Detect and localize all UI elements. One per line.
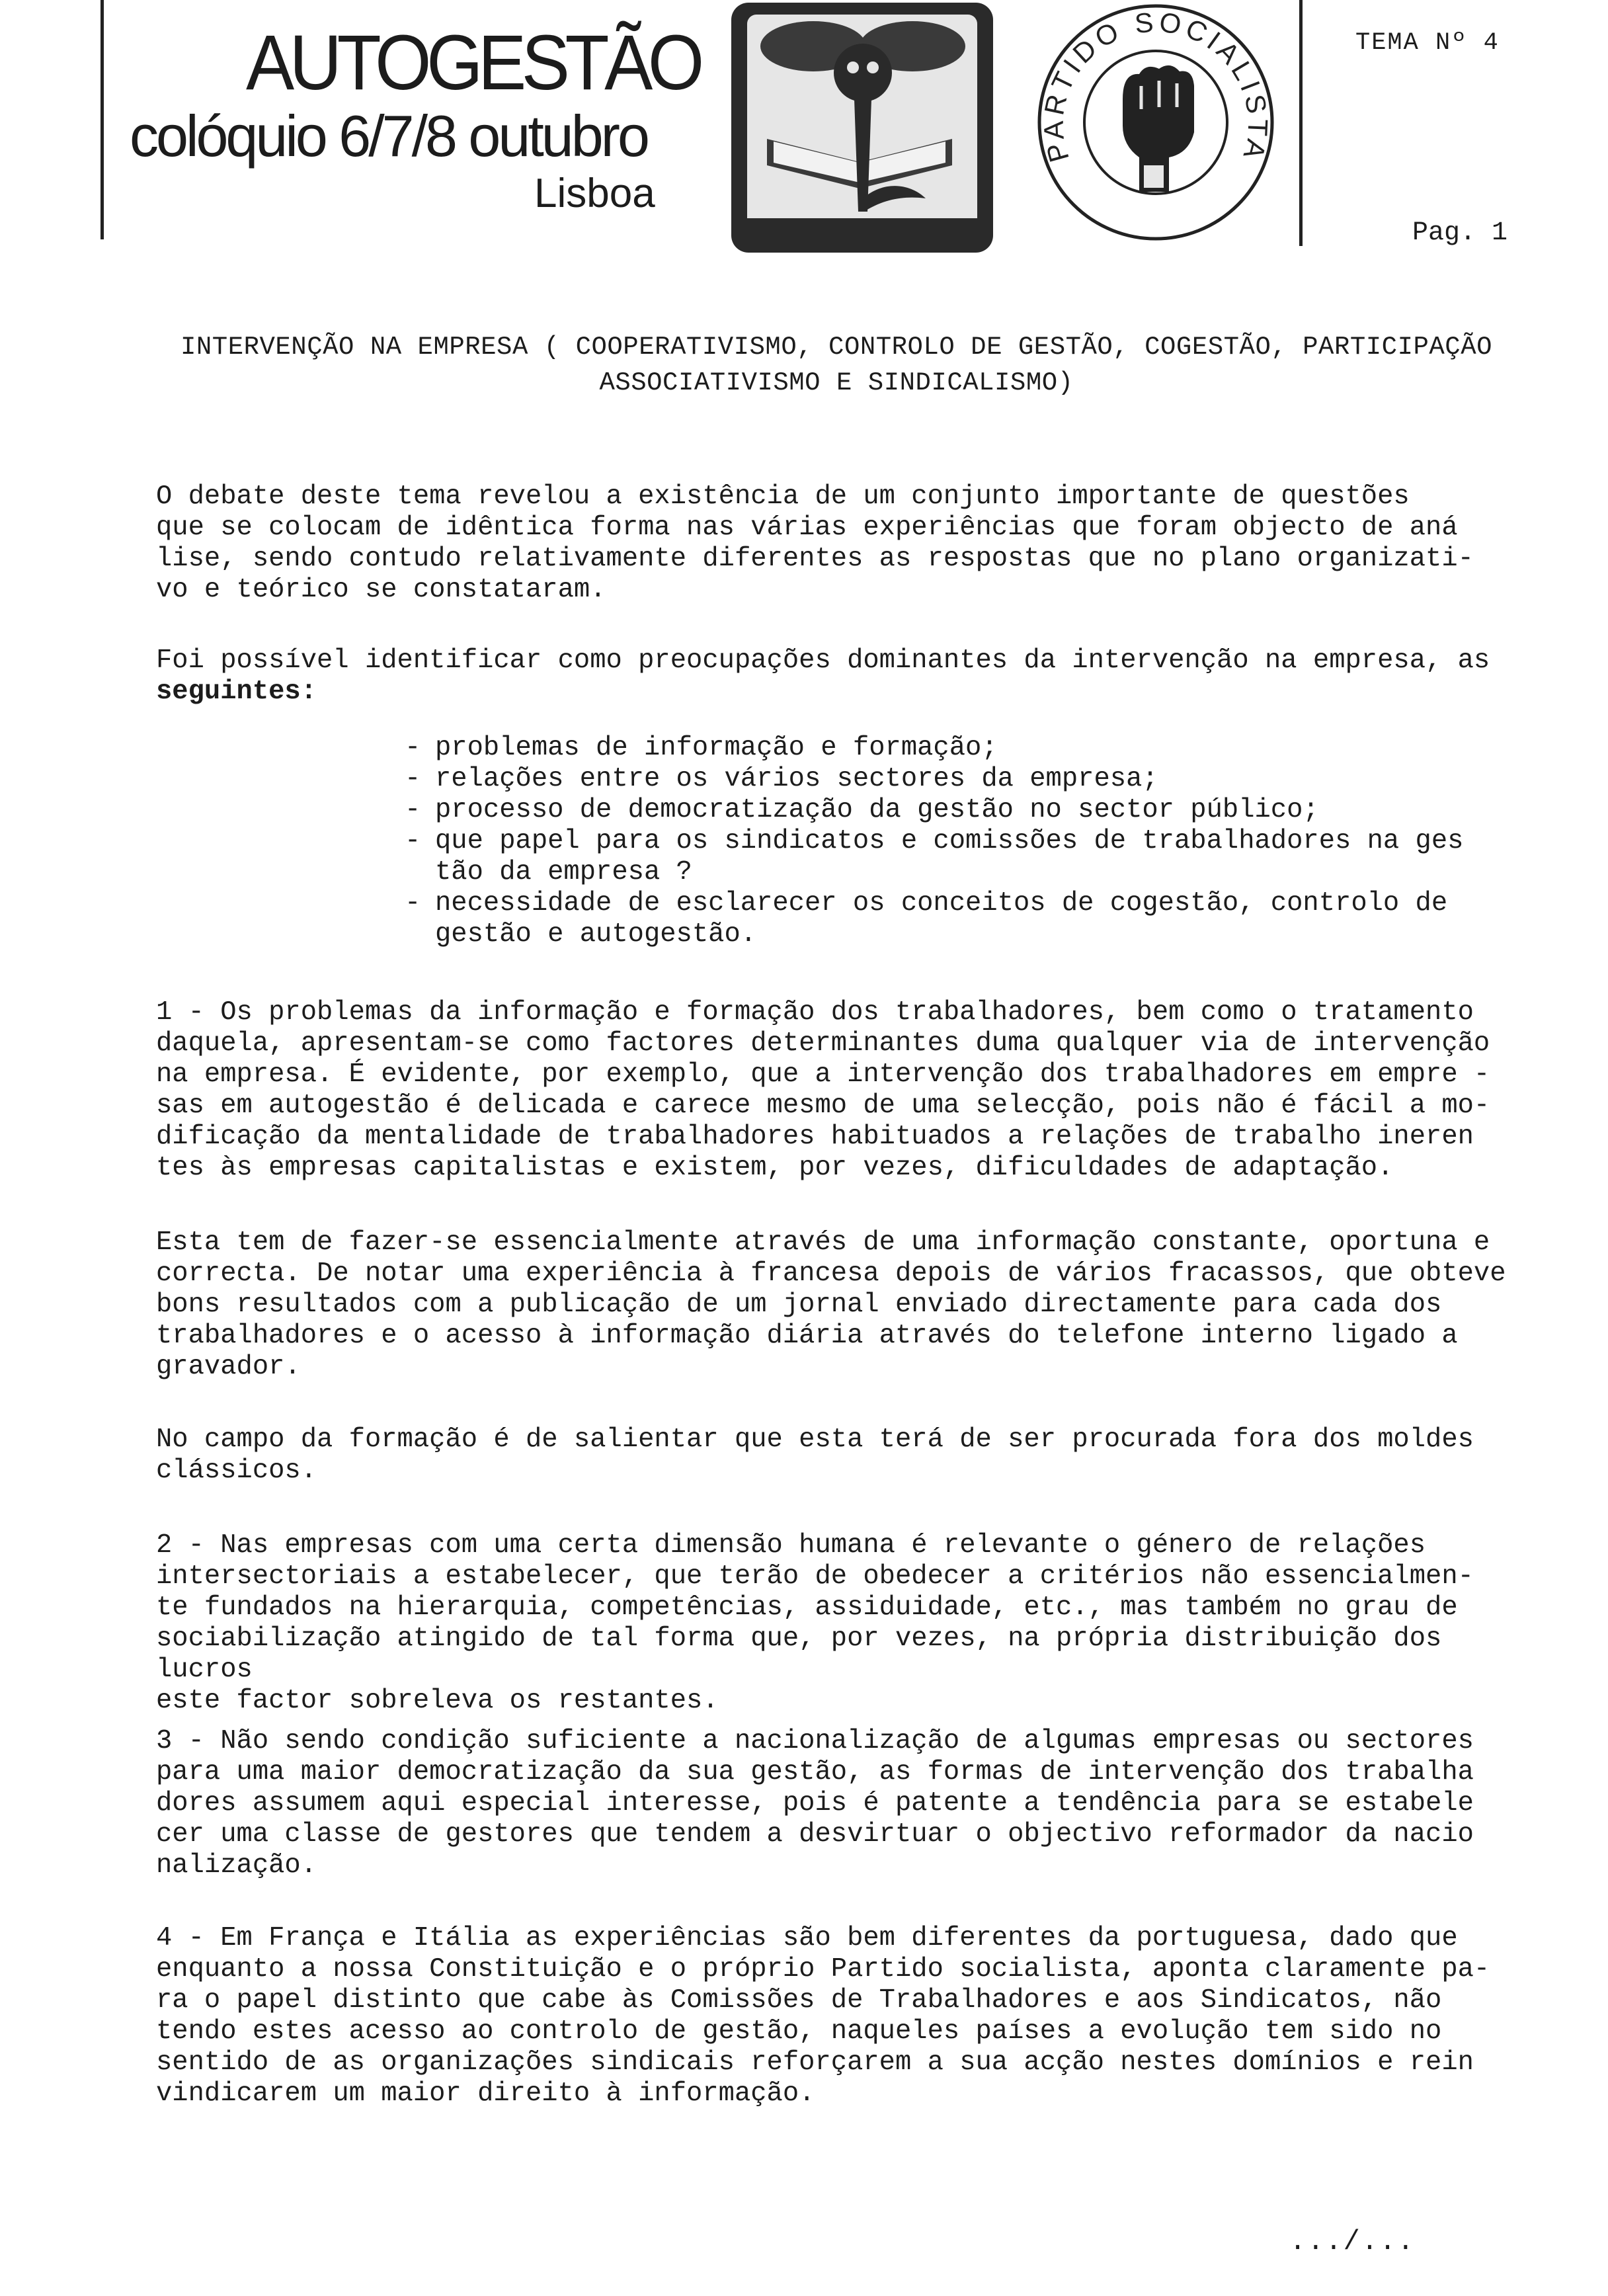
text-line: vo e teórico se constataram. bbox=[156, 575, 606, 605]
text-line: para uma maior democratização da sua gestão, as formas de intervenção dos trabalha bbox=[156, 1757, 1474, 1787]
text-line: 2 - Nas empresas com uma certa dimensão humana é relevante o género de relações bbox=[156, 1530, 1426, 1561]
text-line: bons resultados com a publicação de um jornal enviado directamente para cada dos bbox=[156, 1290, 1442, 1320]
section-4-paragraph bbox=[156, 1923, 1531, 2110]
text-line: dificação da mentalidade de trabalhadores habituados a relações de trabalho ineren bbox=[156, 1122, 1474, 1152]
text-line: intersectoriais a estabelecer, que terão de obedecer a critérios não essencialmen- bbox=[156, 1561, 1474, 1592]
text-line: sas em autogestão é delicada e carece mesmo de uma selecção, pois não é fácil a mo- bbox=[156, 1090, 1490, 1121]
colloquium-dates: colóquio 6/7/8 outubro bbox=[130, 103, 647, 169]
list-item-text: relações entre os vários sectores da empresa; bbox=[435, 764, 1158, 794]
text-line: trabalhadores e o acesso à informação diária através do telefone interno ligado a bbox=[156, 1321, 1458, 1351]
document-heading bbox=[126, 329, 1547, 401]
list-item-text: tão da empresa ? bbox=[435, 857, 692, 887]
list-dash: - bbox=[405, 795, 421, 825]
section-3-paragraph bbox=[156, 1726, 1531, 1881]
text-line: lise, sendo contudo relativamente diferentes as respostas que no plano organizati- bbox=[156, 544, 1474, 574]
list-dash: - bbox=[405, 733, 421, 763]
header-right-rule bbox=[1299, 0, 1303, 246]
autogestao-emblem-icon bbox=[727, 0, 997, 255]
text-line: 4 - Em França e Itália as experiências são bem diferentes da portuguesa, dado que bbox=[156, 1923, 1458, 1953]
text-line: seguintes: bbox=[156, 676, 317, 707]
continuation-mark: .../... bbox=[1289, 2226, 1416, 2258]
list-item-text: processo de democratização da gestão no sector público; bbox=[435, 795, 1319, 825]
text-line: sociabilização atingido de tal forma que, por vezes, na própria distribuição dos lucros bbox=[156, 1623, 1442, 1685]
list-dash: - bbox=[405, 764, 421, 794]
text-line: te fundados na hierarquia, competências, assiduidade, etc., mas também no grau de bbox=[156, 1592, 1458, 1623]
section-1-paragraph bbox=[156, 997, 1531, 1184]
text-line: ra o papel distinto que cabe às Comissões de Trabalhadores e aos Sindicatos, não bbox=[156, 1985, 1442, 2016]
concerns-list bbox=[405, 733, 1529, 950]
text-line: O debate deste tema revelou a existência de um conjunto importante de questões bbox=[156, 481, 1410, 512]
text-line: tendo estes acesso ao controlo de gestão, naqueles países a evolução tem sido no bbox=[156, 2016, 1442, 2047]
heading-line: ASSOCIATIVISMO E SINDICALISMO) bbox=[599, 368, 1074, 397]
text-line: tes às empresas capitalistas e existem, por vezes, dificuldades de adaptação. bbox=[156, 1153, 1394, 1183]
text-line: que se colocam de idêntica forma nas várias experiências que foram objecto de aná bbox=[156, 512, 1458, 543]
text-line: este factor sobreleva os restantes. bbox=[156, 1686, 719, 1716]
list-item-text: gestão e autogestão. bbox=[435, 919, 757, 950]
page-number: Pag. 1 bbox=[1412, 218, 1508, 248]
list-item bbox=[405, 733, 1529, 764]
text-line: na empresa. É evidente, por exemplo, que a intervenção dos trabalhadores em empre - bbox=[156, 1059, 1490, 1090]
intro-paragraph bbox=[156, 481, 1531, 606]
list-item bbox=[405, 795, 1529, 826]
training-paragraph bbox=[156, 1424, 1531, 1487]
section-2-paragraph bbox=[156, 1530, 1531, 1717]
text-line: clássicos. bbox=[156, 1456, 317, 1486]
text-line: Foi possível identificar como preocupações dominantes da intervenção na empresa, as bbox=[156, 645, 1490, 676]
text-line: cer uma classe de gestores que tendem a desvirtuar o objectivo reformador da nacio bbox=[156, 1819, 1474, 1850]
text-line: sentido de as organizações sindicais reforçarem a sua acção nestes domínios e rein bbox=[156, 2047, 1474, 2078]
text-line: dores assumem aqui especial interesse, pois é patente a tendência para se estabele bbox=[156, 1788, 1474, 1819]
text-line: 1 - Os problemas da informação e formação dos trabalhadores, bem como o tratamento bbox=[156, 997, 1474, 1028]
text-line: No campo da formação é de salientar que esta terá de ser procurada fora dos moldes bbox=[156, 1424, 1474, 1455]
text-line: vindicarem um maior direito à informação. bbox=[156, 2078, 815, 2109]
text-line: daquela, apresentam-se como factores determinantes duma qualquer via de intervenção bbox=[156, 1028, 1490, 1059]
list-dash: - bbox=[405, 888, 421, 919]
text-line: 3 - Não sendo condição suficiente a nacionalização de algumas empresas ou sectores bbox=[156, 1726, 1474, 1756]
list-item bbox=[405, 764, 1529, 795]
concerns-intro-paragraph bbox=[156, 645, 1531, 708]
colloquium-title: AUTOGESTÃO bbox=[246, 19, 700, 106]
partido-socialista-emblem-icon bbox=[1024, 0, 1288, 245]
text-line: enquanto a nossa Constituição e o próprio Partido socialista, aponta claramente pa- bbox=[156, 1954, 1490, 1985]
ps-logo-text: PARTIDO SOCIALISTA bbox=[1037, 6, 1274, 167]
text-line: gravador. bbox=[156, 1352, 301, 1382]
text-line: Esta tem de fazer-se essencialmente através de uma informação constante, oportuna e bbox=[156, 1227, 1490, 1258]
text-line: correcta. De notar uma experiência à francesa depois de vários fracassos, que obteve bbox=[156, 1258, 1506, 1289]
colloquium-city: Lisboa bbox=[534, 171, 655, 216]
list-item-text: que papel para os sindicatos e comissões de trabalhadores na ges bbox=[435, 826, 1464, 856]
text-line: nalização. bbox=[156, 1850, 317, 1881]
information-paragraph bbox=[156, 1227, 1531, 1383]
list-item-text: problemas de informação e formação; bbox=[435, 733, 998, 763]
header-left-rule bbox=[100, 0, 104, 239]
list-item bbox=[405, 888, 1529, 950]
list-item-text: necessidade de esclarecer os conceitos de cogestão, controlo de bbox=[435, 888, 1448, 919]
list-dash: - bbox=[405, 826, 421, 856]
list-item bbox=[405, 826, 1529, 888]
heading-line: INTERVENÇÃO NA EMPRESA ( COOPERATIVISMO, CONTROLO DE GESTÃO, COGESTÃO, PARTICIPAÇÃO bbox=[180, 333, 1493, 362]
tema-number: TEMA Nº 4 bbox=[1355, 29, 1500, 57]
